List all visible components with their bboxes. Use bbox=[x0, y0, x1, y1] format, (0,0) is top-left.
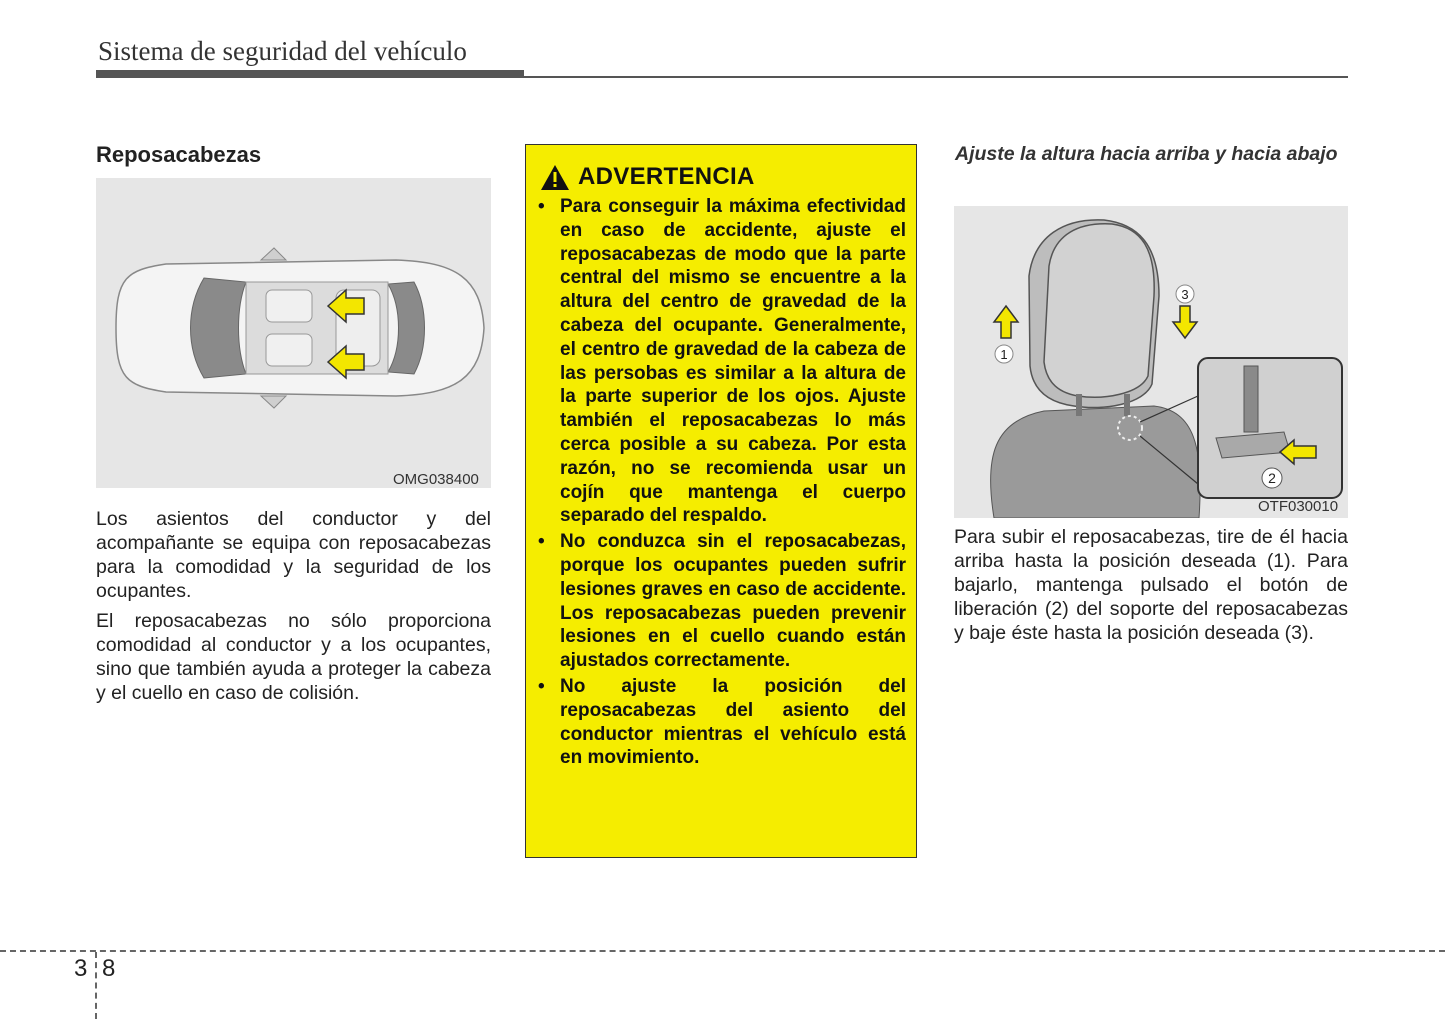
footer-divider bbox=[95, 952, 97, 1019]
arrow-up-icon bbox=[994, 306, 1018, 338]
warning-item: • No conduzca sin el reposacabezas, porque los ocupantes pueden sufrir lesiones graves en caso de accidente. Los reposacabezas pueden prevenir lesiones en el cuello cuando están ajustados correctamente. bbox=[538, 531, 906, 672]
headrest-adjust-figure bbox=[954, 206, 1348, 518]
warning-header bbox=[540, 163, 755, 191]
left-body-text bbox=[96, 507, 491, 711]
callout-2 bbox=[1262, 468, 1282, 488]
page-section-number: 3 bbox=[74, 955, 88, 982]
warning-title: ADVERTENCIA bbox=[578, 163, 755, 190]
warning-item-text: No ajuste la posición del reposacabezas del asiento del conductor mientras el vehículo está en movimiento. bbox=[560, 675, 906, 769]
figure-code-left: OMG038400 bbox=[393, 471, 479, 488]
figure-code-right: OTF030010 bbox=[1258, 498, 1339, 515]
footer-rule bbox=[0, 950, 1445, 952]
page-number: 8 bbox=[102, 955, 116, 982]
left-paragraph-1: Los asientos del conductor y del acompañante se equipa con reposacabezas para la comodidad y la seguridad de los ocupantes. bbox=[96, 508, 491, 602]
right-body-text bbox=[954, 525, 1348, 651]
headrest-illustration bbox=[954, 206, 1348, 518]
warning-item: • No ajuste la posición del reposacabezas del asiento del conductor mientras el vehículo está en movimiento. bbox=[538, 675, 906, 769]
callout-1 bbox=[995, 345, 1013, 363]
warning-list bbox=[538, 195, 906, 772]
car-top-view-illustration bbox=[96, 178, 491, 488]
warning-box bbox=[525, 144, 917, 858]
right-paragraph: Para subir el reposacabezas, tire de él hacia arriba hasta la posición deseada (1). Para bajarlo, mantenga pulsado el botón de liberación (2) del soporte del reposacabezas y baje éste hasta la posición deseada (3). bbox=[954, 526, 1348, 644]
callout-2-label: 2 bbox=[1268, 470, 1276, 486]
warning-item-text: No conduzca sin el reposacabezas, porque los ocupantes pueden sufrir lesiones graves en caso de accidente. Los reposacabezas pueden prevenir lesiones en el cuello cuando están ajustados correctamente. bbox=[560, 531, 906, 672]
car-top-view-figure bbox=[96, 178, 491, 488]
callout-3-label: 3 bbox=[1181, 287, 1189, 302]
left-paragraph-2: El reposacabezas no sólo proporciona comodidad al conductor y a los ocupantes, sino que también ayuda a proteger la cabeza y el cuello en caso de colisión. bbox=[96, 610, 491, 704]
running-header: Sistema de seguridad del vehículo bbox=[98, 36, 467, 66]
warning-item-text: Para conseguir la máxima efectividad en caso de accidente, ajuste el reposacabezas de modo que la parte central del mismo se encuentre a la altura del centro de gravedad de la cabeza del ocupante. Generalmente, el centro de gravedad de la cabeza de las persobas es similar a la altura de la parte superior de los ojos. Ajuste también el reposacabezas lo más cerca posible a su cabeza. Por esta razón, no se recomienda usar un cojín que mantenga el cuerpo separado del respaldo. bbox=[560, 196, 906, 527]
warning-triangle-icon bbox=[540, 164, 570, 191]
header-rule-thick bbox=[96, 70, 524, 78]
right-subtitle: Ajuste la altura hacia arriba y hacia abajo bbox=[955, 143, 1338, 165]
warning-item: • Para conseguir la máxima efectividad en caso de accidente, ajuste el reposacabezas de modo que la parte central del mismo se encuentre a la altura del centro de gravedad de la cabeza del ocupante. Generalmente, el centro de gravedad de la cabeza de las persobas es similar a la altura de la parte superior de los ojos. Ajuste también el reposacabezas lo más cerca posible a su cabeza. Por esta razón, no se recomienda usar un cojín que mantenga el cuerpo separado del respaldo. bbox=[538, 196, 906, 527]
callout-1-label: 1 bbox=[1000, 347, 1008, 362]
header-rule-thin bbox=[524, 76, 1348, 78]
section-title: Reposacabezas bbox=[96, 142, 262, 167]
callout-3 bbox=[1176, 285, 1194, 303]
arrow-down-icon bbox=[1173, 306, 1197, 338]
